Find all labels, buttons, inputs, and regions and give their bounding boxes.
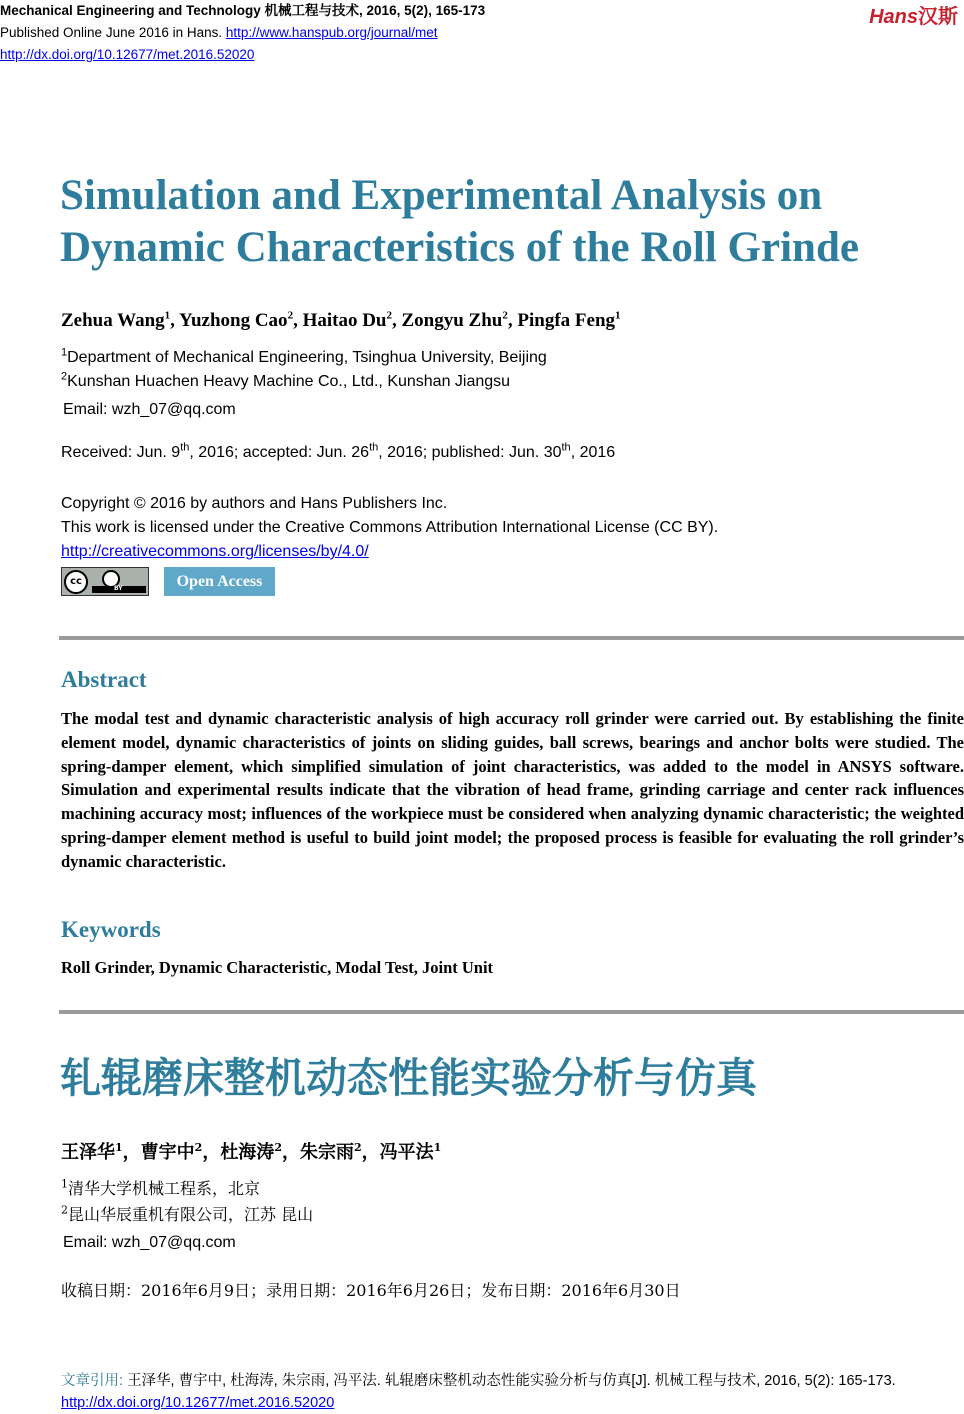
affiliation-2 [61,370,510,394]
chinese-title: 轧辊磨床整机动态性能实验分析与仿真 [60,1054,757,1102]
author-affiliation-mark: 1 [615,309,621,322]
chinese-author-list [61,1138,441,1164]
email: Email: wzh_07@qq.com [63,401,236,418]
author-name: 王泽华 [61,1142,115,1163]
affiliation-text: 昆山华辰重机有限公司，江苏 昆山 [68,1205,314,1224]
affiliation-text: 清华大学机械工程系，北京 [68,1179,261,1198]
affiliation-text: Kunshan Huachen Heavy Machine Co., Ltd., Kunshan Jiangsu [67,373,511,390]
author-separator: ， [122,1142,141,1163]
cc-by-badge[interactable] [61,567,149,596]
author-separator: ， [361,1142,380,1163]
chinese-dates: 收稿日期：2016年6月9日；录用日期：2016年6月26日；发布日期：2016年6月30日 [61,1281,681,1300]
author-affiliation-mark: 1 [115,1141,123,1154]
open-access-badge[interactable]: Open Access [164,567,275,596]
author-affiliation-mark: 2 [287,309,294,322]
author-affiliation-mark: 2 [194,1141,203,1154]
affiliation-number: 2 [61,370,68,383]
author-name: 朱宗雨 [299,1142,354,1163]
article-title [60,170,960,274]
chinese-affiliation-2 [61,1203,313,1227]
logo-latin: Hans [869,6,918,28]
chinese-affiliation-1 [61,1177,260,1201]
affiliation-number: 2 [61,1203,68,1217]
title-line-2: Dynamic Characteristics of the Roll Grinde [60,224,859,271]
citation-doi-link[interactable]: http://dx.doi.org/10.12677/met.2016.52020 [61,1395,335,1411]
doi-link[interactable]: http://dx.doi.org/10.12677/met.2016.52020 [0,47,255,62]
author [402,310,518,331]
author [179,310,303,331]
keywords-text: Roll Grinder, Dynamic Characteristic, Modal Test, Joint Unit [61,958,494,977]
author [61,310,179,331]
author-separator: , [170,310,179,331]
citation-text: 王泽华, 曹宇中, 杜海涛, 朱宗雨, 冯平法. 轧辊磨床整机动态性能实验分析与仿真[J]. 机械工程与技术, 2016, 5(2): 165-173. [127,1373,896,1389]
affiliation-number: 1 [61,1177,68,1191]
keywords-heading: Keywords [61,917,161,942]
author-name: Haitao Du [302,310,387,331]
author-affiliation-mark: 2 [502,309,508,322]
hans-logo [869,0,958,29]
author [517,310,620,331]
author-separator: , [392,310,402,331]
date-text: , 2016 [570,444,616,461]
date-text: , 2016; published: Jun. 30 [378,444,562,461]
author [303,310,402,331]
title-line-1: Simulation and Experimental Analysis on [60,172,823,219]
author-list [61,310,621,332]
cc-icon: cc [64,570,88,594]
author-name: Zongyu Zhu [401,310,503,331]
affiliation-number: 1 [61,346,68,359]
author-name: Yuzhong Cao [178,310,288,331]
author-separator: ， [202,1142,221,1163]
section-divider [59,1010,964,1014]
copyright-block [61,492,718,564]
abstract-heading: Abstract [61,667,147,692]
citation [61,1370,964,1414]
author-affiliation-mark: 2 [353,1141,362,1154]
date-ordinal: th [369,441,379,454]
author-affiliation-mark: 2 [386,309,392,322]
author-separator: ， [281,1142,300,1163]
author-affiliation-mark: 2 [274,1141,282,1154]
license-line: This work is licensed under the Creative Commons Attribution International License (CC BY). [61,519,719,536]
author-name: Pingfa Feng [517,310,616,331]
by-bar [92,586,146,593]
article-dates [61,441,616,462]
abstract-text: The modal test and dynamic characteristic analysis of high accuracy roll grinder were carried out. By establishing the finite element model, dynamic characteristics of joints on sliding guides, ball screws, bearings and anchor bolts were studied. The spring-damper element, which simplified simulation of joint characteristics, was added to the model in ANSYS software. Simulation and experimental results indicate that the vibration of head frame, grinding carriage and center rack influences machining accuracy most; influences of the workpiece must be considered when analyzing dynamic characteristic; the weighted spring-damper element method is useful to build joint model; the proposed process is feasible for evaluating the roll grinder’s dynamic characteristic. [61,709,964,871]
section-divider [59,636,964,640]
affiliation-1 [61,346,547,370]
license-link[interactable]: http://creativecommons.org/licenses/by/4.0/ [61,543,369,560]
published-line [0,22,485,44]
date-text: Received: Jun. 9 [61,444,181,461]
date-text: , 2016; accepted: Jun. 26 [189,444,370,461]
journal-link[interactable]: http://www.hanspub.org/journal/met [225,25,438,40]
affiliation-text: Department of Mechanical Engineering, Tsinghua University, Beijing [67,349,547,366]
published-prefix: Published Online June 2016 in Hans. [0,25,226,40]
author-name: 杜海涛 [220,1142,275,1163]
chinese-email: Email: wzh_07@qq.com [63,1234,236,1251]
copyright-line: Copyright © 2016 by authors and Hans Publishers Inc. [61,495,448,512]
citation-label: 文章引用: [61,1373,128,1389]
by-label: BY [114,585,123,592]
date-ordinal: th [561,441,571,454]
logo-cn: 汉斯 [918,4,958,28]
author-affiliation-mark: 1 [433,1141,442,1154]
author-separator: , [293,310,303,331]
author-name: 曹宇中 [140,1142,195,1163]
author-separator: , [507,310,518,331]
journal-header [0,0,485,66]
date-ordinal: th [180,441,190,454]
journal-line: Mechanical Engineering and Technology 机械工程与技术, 2016, 5(2), 165-173 [0,3,486,18]
author-name: Zehua Wang [61,310,165,331]
author-name: 冯平法 [379,1142,434,1163]
author-affiliation-mark: 1 [164,309,171,322]
